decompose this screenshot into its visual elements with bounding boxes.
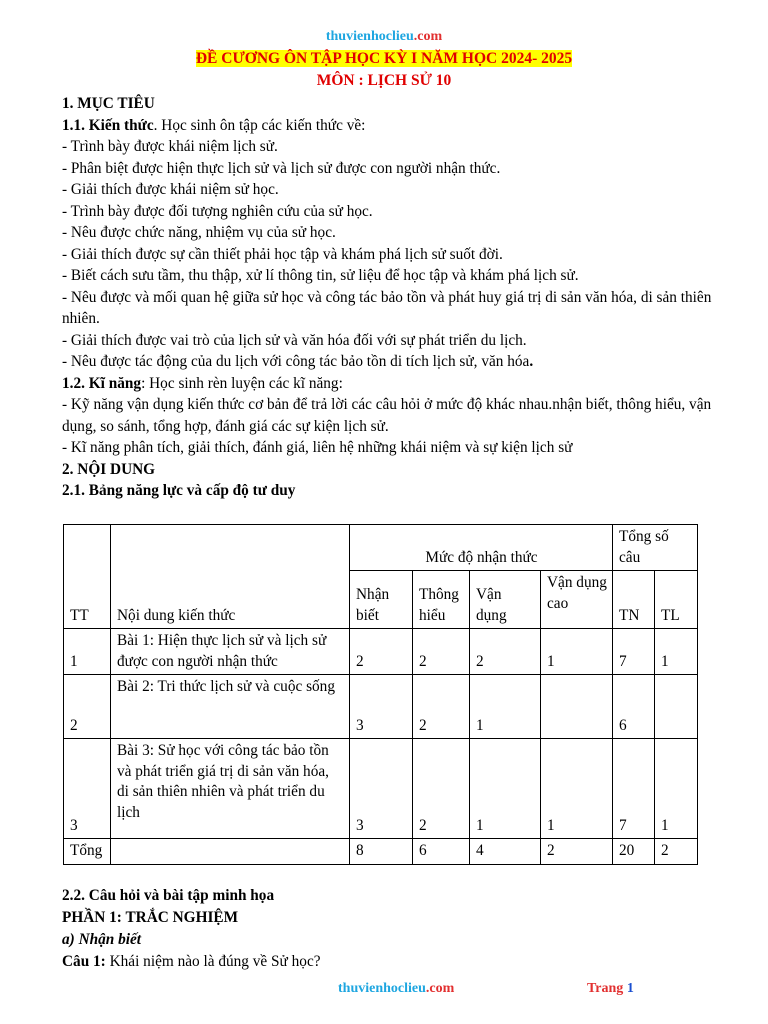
header-level: Mức độ nhận thức [350, 525, 613, 571]
knowledge-label: 1.1. Kiến thức [62, 116, 154, 134]
level-heading: a) Nhận biết [62, 931, 142, 948]
section-heading: 1. MỤC TIÊU [62, 95, 155, 112]
subsection-heading: 2.1. Bảng năng lực và cấp độ tư duy [62, 482, 296, 499]
subsection-heading: 2.2. Câu hỏi và bài tập minh họa [62, 887, 275, 904]
header-th: Thông hiểu [413, 571, 470, 629]
page-number: Trang 1 [587, 981, 634, 996]
table-row: 1 Bài 1: Hiện thực lịch sử và lịch sử được con người nhận thức 2 2 2 1 7 1 [64, 629, 698, 675]
table-total-row: Tổng 8 6 4 2 20 2 [64, 839, 698, 865]
table-row: 3 Bài 3: Sử học với công tác bảo tồn và phát triển giá trị di sản văn hóa, di sản thiên nhiên và phát triển du lịch 3 2 1 1 7 1 [64, 739, 698, 839]
list-item: - Kĩ năng phân tích, giải thích, đánh giá, liên hệ những khái niệm và sự kiện lịch sử [62, 439, 573, 456]
header-nb: Nhận biết [350, 571, 413, 629]
footer-site: thuvienhoclieu.com [338, 981, 455, 996]
list-item: - Giải thích được vai trò của lịch sử và văn hóa đối với sự phát triển du lịch. [62, 331, 527, 349]
header-tn: TN [613, 571, 655, 629]
table-row: 2 Bài 2: Tri thức lịch sử và cuộc sống 3 2 1 6 [64, 675, 698, 739]
part-heading: PHẦN 1: TRẮC NGHIỆM [62, 909, 239, 926]
question-label: Câu 1: [62, 953, 106, 970]
site-domain: .com [413, 29, 443, 44]
subject-title: MÔN : LỊCH SỬ 10 [316, 72, 452, 89]
header-total: Tổng số câu [613, 525, 698, 571]
questions-section [62, 885, 732, 973]
list-item: - Nêu được tác động của du lịch với công tác bảo tồn di tích lịch sử, văn hóa. [62, 353, 534, 370]
list-item: - Kỹ năng vận dụng kiến thức cơ bản để trả lời các câu hỏi ở mức độ khác nhau.nhận biết, thông hiểu, vận dụng, so sánh, tổng hợp, đánh giá các sự kiện lịch sử. [62, 396, 712, 435]
document-title: ĐỀ CƯƠNG ÔN TẬP HỌC KỲ I NĂM HỌC 2024- 2025 [195, 50, 573, 67]
site-name: thuvienhoclieu [325, 29, 414, 44]
header-vdc: Vận dụng cao [541, 571, 613, 629]
list-item: - Phân biệt được hiện thực lịch sử và lịch sử được con người nhận thức. [62, 159, 501, 177]
list-item: - Trình bày được khái niệm lịch sử. [62, 138, 278, 155]
list-item: - Nêu được và mối quan hệ giữa sử học và công tác bảo tồn và phát huy giá trị di sản văn hóa, di sản thiên nhiên. [62, 288, 712, 327]
question-text: Khái niệm nào là đúng về Sử học? [105, 953, 321, 970]
list-item: - Biết cách sưu tầm, thu thập, xử lí thông tin, sử liệu để học tập và khám phá lịch sử. [62, 267, 579, 284]
header-content: Nội dung kiến thức [111, 525, 350, 629]
objectives-section: 1. MỤC TIÊU 1.1. Kiến thức. Học sinh ôn tập các kiến thức về: - Trình bày được khái niệm lịch sử. - Phân biệt được hiện thực lịch sử và lịch sử được con người nhận thức. - Giải thích được khái niệm sử học. - Trình bày được đối tượng nghiên cứu của sử học. - Nêu được chức năng, nhiệm vụ của sử học. - Giải thích được sự cần thiết phải học tập và khám phá lịch sử suốt đời. - Biết cách sưu tầm, thu thập, xử lí thông tin, sử liệu để học tập và khám phá lịch sử. - Nêu được và mối quan hệ giữa sử học và công tác bảo tồn và phát huy giá trị di sản văn hóa, di sản thiên nhiên. - Giải thích được vai trò của lịch sử và văn hóa đối với sự phát triển du lịch. - Nêu được tác động của du lịch với công tác bảo tồn di tích lịch sử, văn hóa. 1.2. Kĩ năng: Học sinh rèn luyện các kĩ năng: - Kỹ năng vận dụng kiến thức cơ bản để trả lời các câu hỏi ở mức độ khác nhau.nhận biết, thông hiểu, vận dụng, so sánh, tổng hợp, đánh giá các sự kiện lịch sử. - Kĩ năng phân tích, giải thích, đánh giá, liên hệ những khái niệm và sự kiện lịch sử 2. NỘI DUNG 2.1. Bảng năng lực và cấp độ tư duy [62, 93, 732, 502]
list-item: - Giải thích được khái niệm sử học. [62, 181, 279, 198]
header-vd: Vận dụng [470, 571, 541, 629]
list-item: - Trình bày được đối tượng nghiên cứu của sử học. [62, 202, 373, 220]
competency-table [63, 524, 698, 865]
header-tt: TT [64, 525, 111, 629]
section-heading: 2. NỘI DUNG [62, 460, 156, 478]
header-tl: TL [655, 571, 698, 629]
list-item: - Nêu được chức năng, nhiệm vụ của sử học. [62, 224, 336, 241]
site-header [0, 29, 768, 45]
list-item: - Giải thích được sự cần thiết phải học tập và khám phá lịch sử suốt đời. [62, 245, 503, 263]
skills-label: 1.2. Kĩ năng [62, 374, 142, 392]
